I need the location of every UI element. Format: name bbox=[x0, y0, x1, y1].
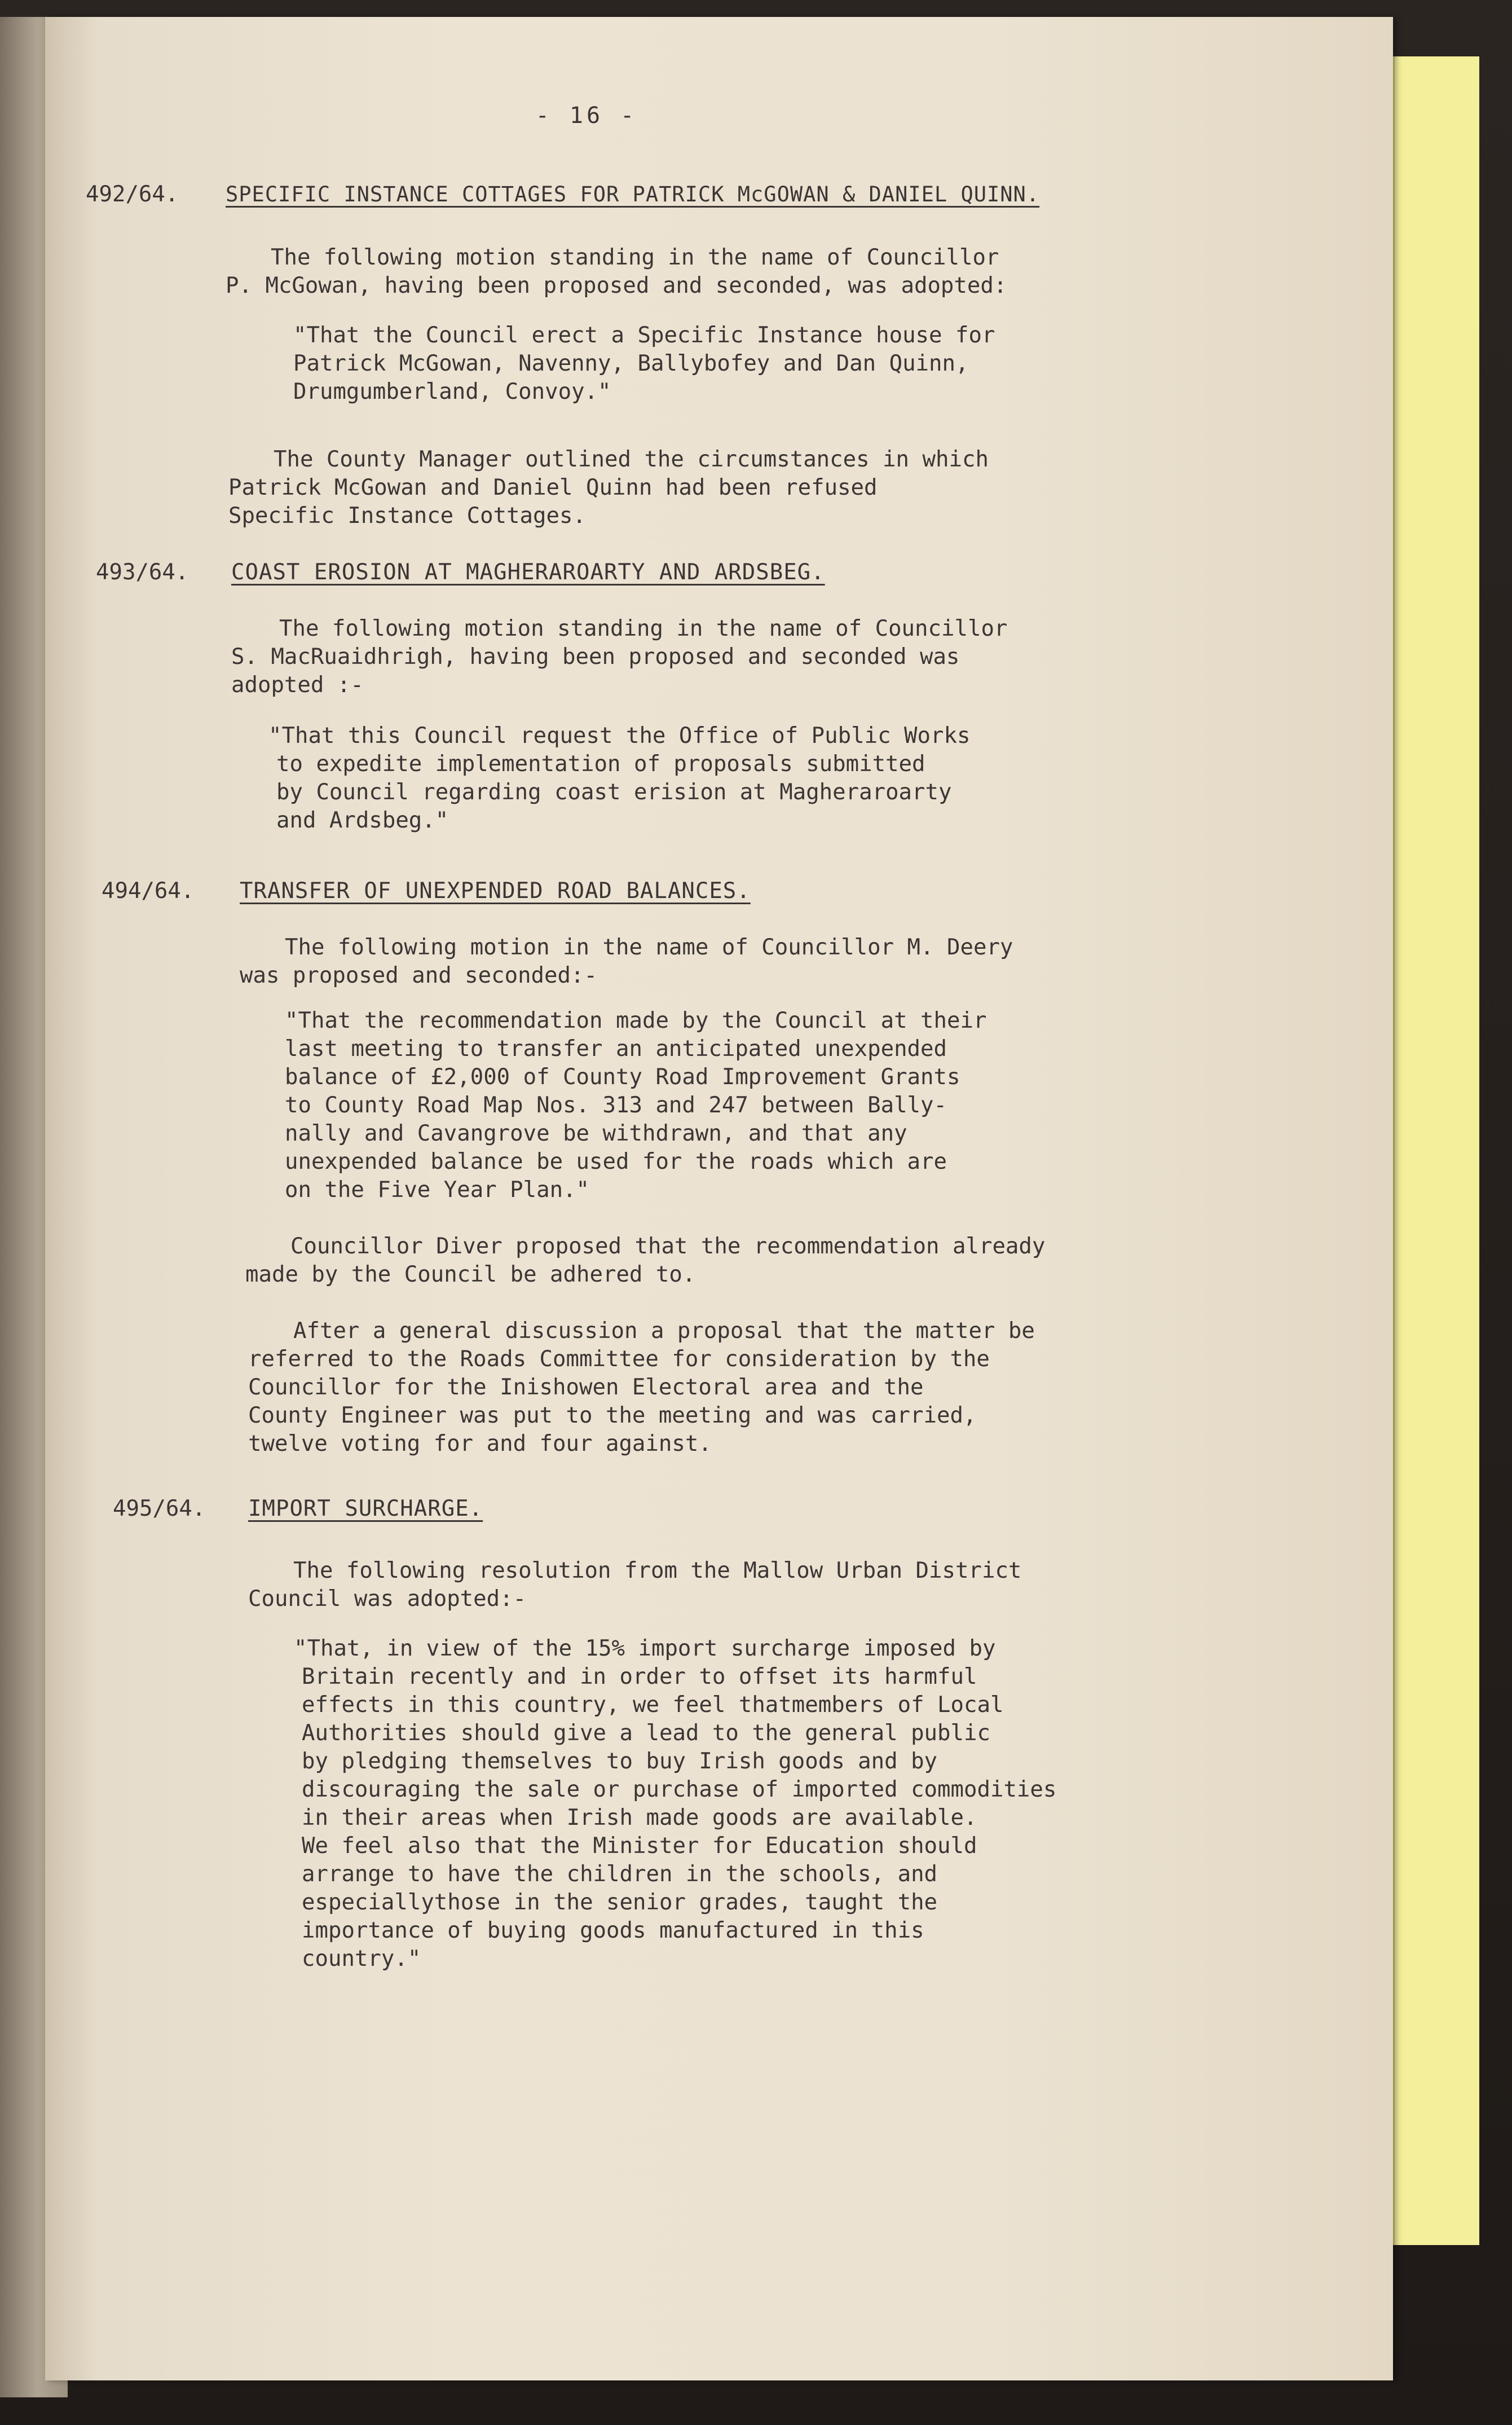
minute-number: 495/64. bbox=[113, 1496, 206, 1521]
page-content bbox=[45, 17, 1393, 2380]
minute-heading: SPECIFIC INSTANCE COTTAGES FOR PATRICK McGOWAN & DANIEL QUINN. bbox=[226, 182, 1040, 206]
minute-paragraph: The following resolution from the Mallow Urban District Council was adopted:- bbox=[248, 1558, 1022, 1612]
minute-item-492 bbox=[45, 181, 1393, 542]
minute-paragraph: The County Manager outlined the circumstances in which Patrick McGowan and Daniel Quinn had been refused Specific Instance Cottages. bbox=[228, 447, 989, 529]
page-number: - 16 - bbox=[535, 103, 638, 129]
minute-paragraph: Councillor Diver proposed that the recommendation already made by the Council be adhered to. bbox=[245, 1234, 1046, 1287]
motion-quote: "That the Council erect a Specific Instance house for Patrick McGowan, Navenny, Ballybofey and Dan Quinn, Drumgumberland, Convoy." bbox=[293, 323, 995, 404]
motion-quote: "That, in view of the 15% import surcharge imposed by Britain recently and in order to offset its harmful effects in this country, we feel thatmembers of Local Authorities should give a lead to the general public by pledging themselves to buy Irish goods and by discouraging the sale or purchase of imported commodities in their areas when Irish made goods are available. We feel also that the Minister for Education should arrange to have the children in the schools, and especiallythose in the senior grades, taught the importance of buying goods manufactured in this country." bbox=[294, 1636, 1057, 1971]
minute-number: 493/64. bbox=[96, 560, 189, 585]
minute-paragraph: The following motion in the name of Councillor M. Deery was proposed and seconded:- bbox=[240, 935, 1013, 988]
document-page bbox=[45, 17, 1393, 2380]
minute-heading: IMPORT SURCHARGE. bbox=[248, 1496, 483, 1521]
motion-quote: "That this Council request the Office of Public Works to expedite implementation of proposals submitted by Council regarding coast erision at Magheraroarty and Ardsbeg." bbox=[268, 723, 971, 833]
minute-heading: COAST EROSION AT MAGHERAROARTY AND ARDSBEG. bbox=[231, 560, 825, 585]
minute-heading: TRANSFER OF UNEXPENDED ROAD BALANCES. bbox=[240, 878, 751, 904]
minute-number: 494/64. bbox=[102, 878, 195, 904]
minute-paragraph: The following motion standing in the name of Councillor P. McGowan, having been proposed and seconded, was adopted: bbox=[226, 245, 1007, 298]
motion-quote: "That the recommendation made by the Council at their last meeting to transfer an anticipated unexpended balance of £2,000 of County Road Improvement Grants to County Road Map Nos. 313 and 247 between Bally- nally and Cavangrove be withdrawn, and that any unexpended balance be used for the roads which are on the Five Year Plan." bbox=[285, 1008, 987, 1203]
minute-item-493 bbox=[45, 558, 1393, 874]
minute-item-494 bbox=[45, 877, 1393, 1469]
minute-paragraph: After a general discussion a proposal that the matter be referred to the Roads Committee for consideration by the Councillor for the Inishowen Electoral area and the County Engineer was put to the meeting and was carried, twelve voting for and four against. bbox=[248, 1318, 1035, 1456]
yellow-page-tab bbox=[1393, 56, 1479, 2245]
minute-item-495 bbox=[45, 1495, 1393, 2003]
minute-paragraph: The following motion standing in the name of Councillor S. MacRuaidhrigh, having been proposed and seconded was adopted :- bbox=[231, 616, 1008, 698]
minute-number: 492/64. bbox=[86, 182, 179, 207]
